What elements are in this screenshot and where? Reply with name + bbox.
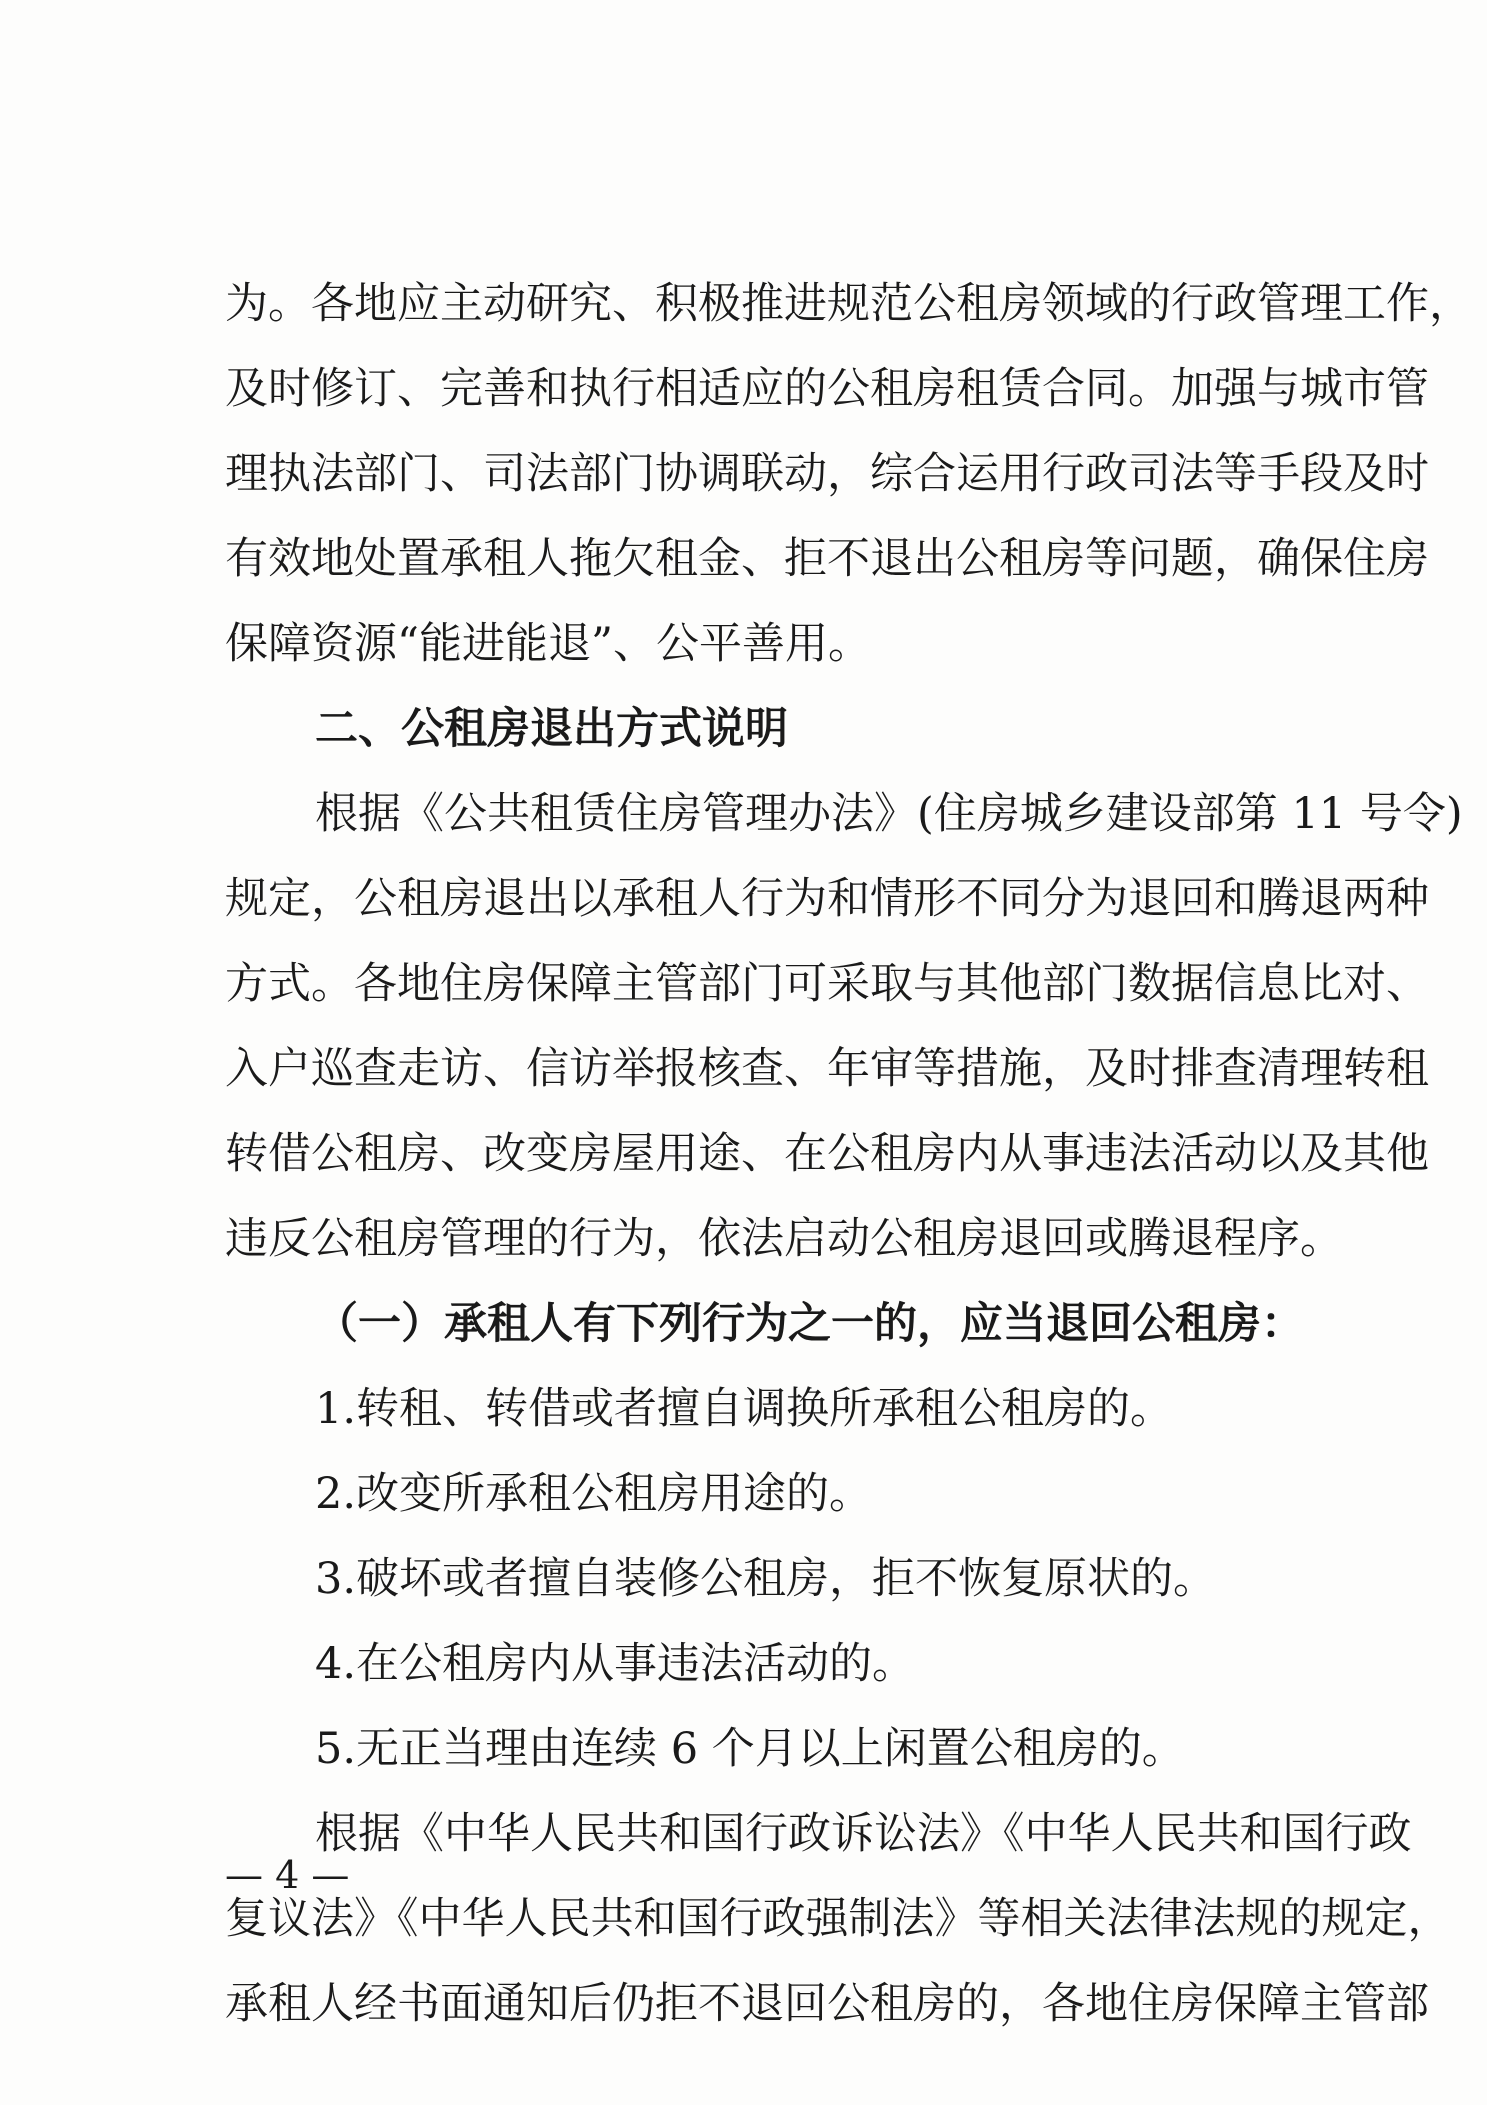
text-line: 有效地处置承租人拖欠租金、拒不退出公租房等问题，确保住房	[225, 534, 1429, 584]
text-line: 保障资源“能进能退”、公平善用。	[225, 619, 871, 669]
body-text	[225, 262, 1472, 2047]
list-item: 5.无正当理由连续 6 个月以上闲置公租房的。	[315, 1724, 1185, 1774]
text-line: 承租人经书面通知后仍拒不退回公租房的，各地住房保障主管部	[225, 1979, 1429, 2029]
paragraph-legal-basis	[225, 1792, 1451, 2047]
text-line: 入户巡查走访、信访举报核查、年审等措施，及时排查清理转租	[225, 1044, 1429, 1094]
text-line: 违反公租房管理的行为，依法启动公租房退回或腾退程序。	[225, 1214, 1343, 1264]
text-line: 复议法》《中华人民共和国行政强制法》等相关法律法规的规定，	[225, 1894, 1451, 1944]
text-line: 根据《公共租赁住房管理办法》(住房城乡建设部第 11 号令)	[315, 789, 1463, 839]
subsection-heading: （一）承租人有下列行为之一的，应当退回公租房：	[315, 1299, 1304, 1349]
page-number: — 4 —	[225, 1853, 350, 1897]
text-line: 及时修订、完善和执行相适应的公租房租赁合同。加强与城市管	[225, 364, 1429, 414]
list-item: 1.转租、转借或者擅自调换所承租公租房的。	[315, 1384, 1174, 1434]
text-line: 规定，公租房退出以承租人行为和情形不同分为退回和腾退两种	[225, 874, 1429, 924]
text-line: 方式。各地住房保障主管部门可采取与其他部门数据信息比对、	[225, 959, 1429, 1009]
text-line: 根据《中华人民共和国行政诉讼法》《中华人民共和国行政	[315, 1809, 1412, 1859]
list-item: 4.在公租房内从事违法活动的。	[315, 1639, 916, 1689]
section-heading: 二、公租房退出方式说明	[315, 704, 788, 754]
paragraph-continuation	[225, 262, 1472, 687]
text-line: 转借公租房、改变房屋用途、在公租房内从事违法活动以及其他	[225, 1129, 1429, 1179]
text-line: 为。各地应主动研究、积极推进规范公租房领域的行政管理工作，	[225, 279, 1472, 329]
list-item: 2.改变所承租公租房用途的。	[315, 1469, 873, 1519]
list-item: 3.破坏或者擅自装修公租房，拒不恢复原状的。	[315, 1554, 1217, 1604]
paragraph-exit-methods	[225, 772, 1463, 1282]
text-line: 理执法部门、司法部门协调联动，综合运用行政司法等手段及时	[225, 449, 1429, 499]
numbered-list	[225, 1367, 1315, 1792]
